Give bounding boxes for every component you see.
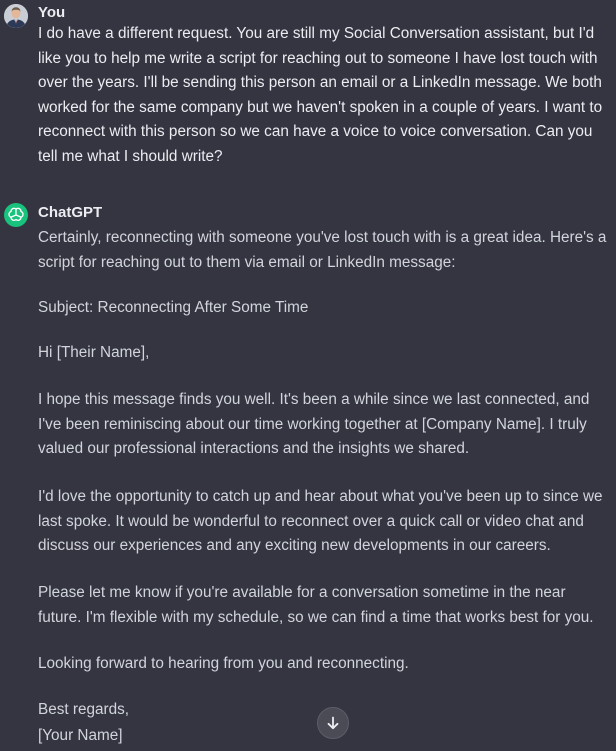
user-photo-avatar-icon [4, 4, 28, 28]
assistant-avatar [4, 203, 28, 227]
email-greeting-text: Hi [Their Name], [38, 344, 150, 361]
email-paragraph-3-text: Please let me know if you're available for a conversation sometime in the near future. I'm flexible with my schedule, so we can find a time that works best for you. [38, 584, 594, 626]
email-paragraph-1 [38, 388, 610, 462]
user-author-name: You [38, 4, 66, 21]
email-paragraph-2-text: I'd love the opportunity to catch up and hear about what you've been up to since we last spoke. It would be wonderful to reconnect over a quick call or video chat and discuss our experiences and any exciting new developments in our careers. [38, 488, 603, 554]
assistant-author-name: ChatGPT [38, 204, 103, 221]
email-paragraph-2 [38, 485, 610, 559]
email-paragraph-3 [38, 581, 610, 630]
user-message-paragraph: I do have a different request. You are still my Social Conversation assistant, but I'd like you to help me write a script for reaching out to someone I have lost touch with over the years. I'll be sending this person an email or a LinkedIn message. We both worked for the same company but we haven't spoken in a couple of years. I want to reconnect with this person so we can have a voice to voice conversation. Can you tell me what I should write? [38, 25, 603, 165]
arrow-down-icon [325, 715, 341, 731]
user-avatar [4, 4, 28, 28]
email-closing-line-text: Looking forward to hearing from you and reconnecting. [38, 655, 409, 672]
assistant-intro-text: Certainly, reconnecting with someone you've lost touch with is a great idea. Here's a script for reaching out to them via email or LinkedIn message: [38, 229, 607, 271]
openai-logo-icon [8, 207, 24, 223]
email-subject [38, 296, 610, 321]
user-message-text [38, 22, 610, 169]
email-signature-text: [Your Name] [38, 727, 123, 744]
email-subject-text: Subject: Reconnecting After Some Time [38, 299, 309, 316]
email-closing-line [38, 652, 610, 677]
scroll-to-bottom-button[interactable] [317, 707, 349, 739]
assistant-intro [38, 226, 610, 275]
email-signoff-text: Best regards, [38, 701, 129, 718]
email-greeting [38, 341, 610, 366]
email-paragraph-1-text: I hope this message finds you well. It's been a while since we last connected, and I've been reminiscing about our time working together at [Company Name]. I truly valued our professional interactions and the insights we shared. [38, 391, 590, 457]
